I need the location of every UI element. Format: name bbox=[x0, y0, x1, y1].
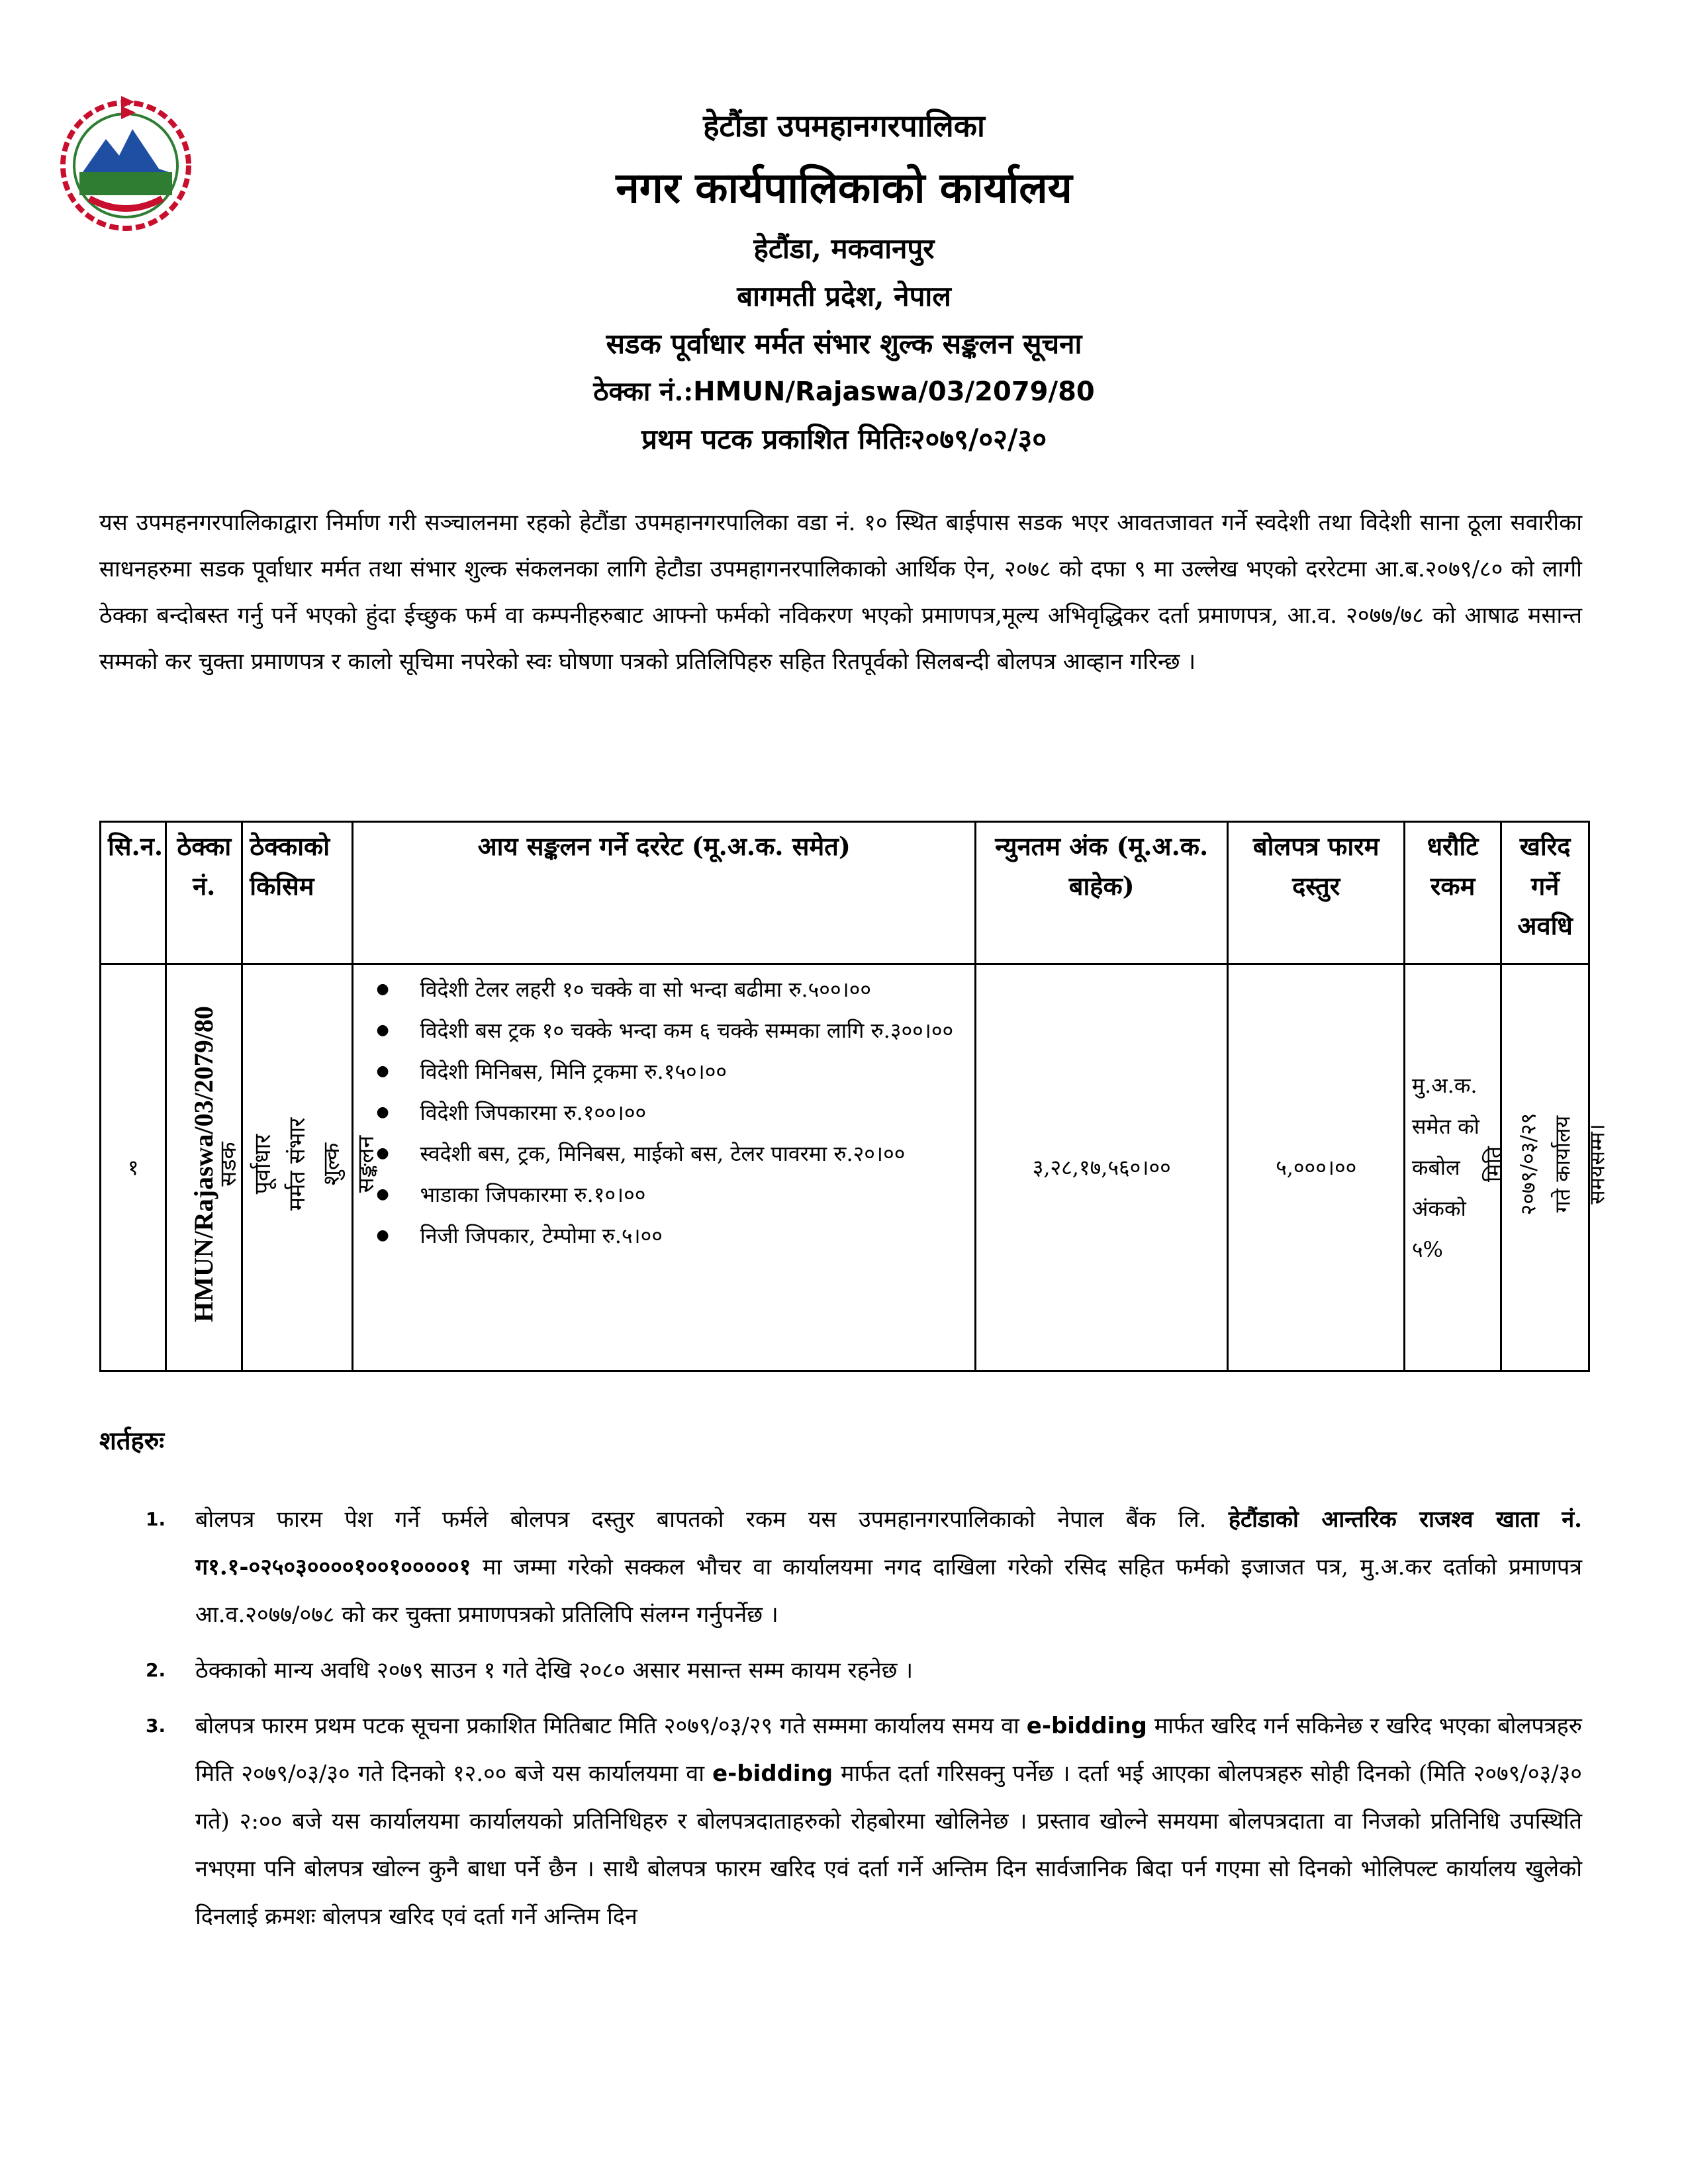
notice-header bbox=[99, 99, 1589, 463]
condition-bold-ebidding: e-bidding bbox=[712, 1760, 833, 1787]
contract-number-value: HMUN/Rajaswa/03/2079/80 bbox=[693, 377, 1095, 407]
cell-contract-no-text: HMUN/Rajaswa/03/2079/80 bbox=[189, 1006, 219, 1322]
contract-number-label: ठेक्का नं.: bbox=[593, 376, 694, 407]
contract-number-line bbox=[99, 368, 1589, 416]
cell-deposit: मु.अ.क. समेत को कबोल अंकको ५% bbox=[1404, 964, 1501, 1371]
intro-paragraph: यस उपमहनगरपालिकाद्वारा निर्माण गरी सञ्चालनमा रहको हेटौंडा उपमहानगरपालिका वडा नं. १० स्थित बाईपास सडक भएर आवतजावत गर्ने स्वदेशी तथा विदेशी साना ठूला सवारीका साधनहरुमा सडक पूर्वाधार मर्मत तथा संभार शुल्क संकलनका लागि हेटौडा उपमहागनरपालिकाको आर्थिक ऐन, २०७८ को दफा ९ मा उल्लेख भएको दररेटमा आ.ब.२०७९/८० को लागी ठेक्का बन्दोबस्त गर्नु पर्ने भएको हुंदा ईच्छुक फर्म वा कम्पनीहरुबाट आफ्नो फर्मको नविकरण भएको प्रमाणपत्र,मूल्य अभिवृद्धिकर दर्ता प्रमाणपत्र, आ.व. २०७७/७८ को आषाढ मसान्त सम्मको कर चुक्ता प्रमाणपत्र र कालो सूचिमा नपरेको स्वः घोषणा पत्रको प्रतिलिपिहरु सहित रितपूर्वको सिलबन्दी बोलपत्र आव्हान गरिन्छ । bbox=[99, 510, 1582, 675]
conditions-title: शर्तहरुः bbox=[99, 1426, 165, 1455]
header-contract-type: ठेक्काको किसिम bbox=[242, 822, 353, 964]
list-item: ● विदेशी बस ट्रक १० चक्के भन्दा कम ६ चक्के सम्मका लागि रु.३००।०० bbox=[420, 1010, 968, 1051]
list-item: ● विदेशी मिनिबस, मिनि ट्रकमा रु.१५०।०० bbox=[420, 1051, 968, 1092]
published-date: प्रथम पटक प्रकाशित मितिः२०७९/०२/३० bbox=[641, 423, 1047, 455]
condition-bold-ebidding: e-bidding bbox=[1026, 1713, 1147, 1739]
cell-purchase-period bbox=[1481, 964, 1610, 1371]
cell-purchase-period-text: मिति २०७९/०३/२९ गते कार्यालय समयसम्म। bbox=[1481, 1113, 1610, 1216]
condition-number: 2. bbox=[146, 1659, 166, 1681]
list-item bbox=[99, 1647, 1582, 1694]
office-location: हेटौंडा, मकवानपुर bbox=[753, 232, 935, 265]
condition-text: ठेक्काको मान्य अवधि २०७९ साउन १ गते देखि २०८० असार मसान्त सम्म कायम रहनेछ । bbox=[195, 1657, 914, 1684]
municipality-name: हेटौंडा उपमहानगरपालिका bbox=[703, 108, 985, 144]
cell-rates bbox=[353, 964, 976, 1371]
list-item bbox=[99, 1702, 1582, 1940]
condition-text: मार्फत दर्ता गरिसक्नु पर्नेछ । दर्ता भई आएका बोलपत्रहरु सोही दिनको (मिति २०७९/०३/३० गते) २:०० बजे यस कार्यालयमा कार्यालयको प्रतिनिधिहरु र बोलपत्रदाताहरुको रोहबोरमा खोलिनेछ । प्रस्ताव खोल्ने समयमा बोलपत्रदाता वा निजको प्रतिनिधि उपस्थिति नभएमा पनि बोलपत्र खोल्न कुनै बाधा पर्ने छैन । साथै बोलपत्र फारम खरिद एवं दर्ता गर्ने अन्तिम दिन सार्वजानिक बिदा पर्न गएमा सो दिनको भोलिपल्ट कार्यालय खुलेको दिनलाई क्रमशः बोलपत्र खरिद एवं दर्ता गर्ने अन्तिम दिन bbox=[195, 1760, 1582, 1930]
header-minimum: न्युनतम अंक (मू.अ.क. बाहेक) bbox=[976, 822, 1228, 964]
header-deposit: धरौटि रकम bbox=[1404, 822, 1501, 964]
condition-bold-account: हेटौंडाको आन्तरिक राजश्व खाता नं. ग१.१-०२५०३००००१००१०००००१ bbox=[195, 1506, 1582, 1580]
office-name: नगर कार्यपालिकाको कार्यालय bbox=[616, 163, 1072, 213]
list-item: ● भाडाका जिपकारमा रु.१०।०० bbox=[420, 1174, 968, 1215]
condition-number: 3. bbox=[146, 1715, 166, 1737]
list-item: ● स्वदेशी बस, ट्रक, मिनिबस, माईको बस, टेलर पावरमा रु.२०।०० bbox=[420, 1133, 968, 1174]
list-item bbox=[99, 1496, 1582, 1639]
list-item: ● निजी जिपकार, टेम्पोमा रु.५।०० bbox=[420, 1215, 968, 1256]
header-form-fee: बोलपत्र फारम दस्तुर bbox=[1228, 822, 1404, 964]
cell-minimum: ३,२८,१७,५६०।०० bbox=[976, 964, 1228, 1371]
header-sn: सि.न. bbox=[101, 822, 166, 964]
cell-sn: १ bbox=[101, 964, 166, 1371]
header-rates: आय सङ्कलन गर्ने दररेट (मू.अ.क. समेत) bbox=[353, 822, 976, 964]
condition-text: मा जम्मा गरेको सक्कल भौचर वा कार्यालयमा नगद दाखिला गरेको रसिद सहित फर्मको इजाजत पत्र, मु.अ.कर दर्ताको प्रमाणपत्र आ.व.२०७७/०७८ को कर चुक्ता प्रमाणपत्रको प्रतिलिपि संलग्न गर्नुपर्नेछ । bbox=[195, 1554, 1582, 1628]
list-item: ● विदेशी टेलर लहरी १० चक्के वा सो भन्दा बढीमा रु.५००।०० bbox=[420, 969, 968, 1010]
table-row bbox=[101, 964, 1589, 1371]
header-contract-no: ठेक्का नं. bbox=[166, 822, 242, 964]
rates-list bbox=[360, 969, 968, 1256]
condition-text: मार्फत खरिद गर्न सकिनेछ र खरिद भएका बोलपत्रहरु मिति २०७९/०३/३० गते दिनको १२.०० बजे यस कार्यालयमा वा bbox=[195, 1713, 1582, 1787]
conditions-list bbox=[99, 1496, 1582, 1948]
list-item: ● विदेशी जिपकारमा रु.१००।०० bbox=[420, 1092, 968, 1133]
cell-contract-type-text: सडक पूर्वाधार मर्मत संभार शुल्क सङ्कलन bbox=[215, 1117, 380, 1211]
province-name: बागमती प्रदेश, नेपाल bbox=[737, 280, 951, 312]
tender-table bbox=[99, 821, 1610, 1372]
condition-number: 1. bbox=[146, 1508, 166, 1530]
cell-form-fee: ५,०००।०० bbox=[1228, 964, 1404, 1371]
cell-contract-type bbox=[215, 964, 380, 1371]
notice-title: सडक पूर्वाधार मर्मत संभार शुल्क सङ्कलन सूचना bbox=[606, 328, 1082, 360]
condition-text: बोलपत्र फारम प्रथम पटक सूचना प्रकाशित मितिबाट मिति २०७९/०३/२९ गते सम्ममा कार्यालय समय वा bbox=[195, 1713, 1027, 1739]
table-header-row bbox=[101, 822, 1589, 964]
header-purchase-period: खरिद गर्ने अवधि bbox=[1501, 822, 1589, 964]
condition-text: बोलपत्र फारम पेश गर्ने फर्मले बोलपत्र दस्तुर बापतको रकम यस उपमहानगरपालिकाको नेपाल बैंक लि. bbox=[195, 1506, 1229, 1533]
